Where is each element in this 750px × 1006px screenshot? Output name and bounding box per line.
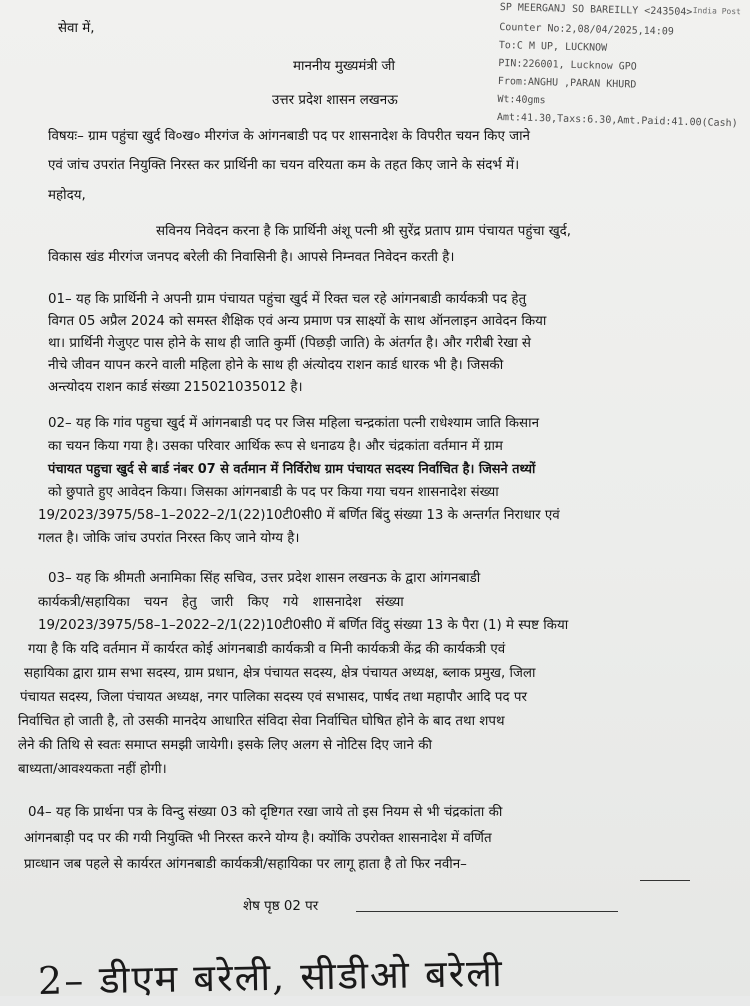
continuation-dash [640, 880, 690, 881]
addressee-office: उत्तर प्रदेश शासन लखनऊ [272, 93, 398, 108]
postal-receipt-stamp [497, 0, 750, 133]
continued-underline [356, 911, 618, 912]
para1-line-1: 01– यह कि प्रार्थिनी ने अपनी ग्राम पंचायत पहुंचा खुर्द में रिक्त चल रहे आंगनबाडी कार्यकत्री पद हेतु [48, 292, 527, 307]
para3-line-1: 03– यह कि श्रीमती अनामिका सिंह सचिव, उत्तर प्रदेश शासन लखनऊ के द्वारा आंगनबाडी [48, 571, 481, 586]
para3-line-6: पंचायत सदस्य, जिला पंचायत अध्यक्ष, नगर पालिका सदस्य एवं सभासद, पार्षद तथा महापौर आदि पद पर [20, 690, 527, 705]
para2-line-5: 19/2023/3975/58–1–2022–2/1(22)10टी0सी0 में बर्णित बिंदु संख्या 13 के अन्तर्गत निराधार एवं [38, 508, 560, 523]
stamp-line-6: Wt:40gms [497, 93, 546, 107]
para3-line-5: सहायिका द्वारा ग्राम सभा सदस्य, ग्राम प्रधान, क्षेत्र पंचायत सदस्य, क्षेत्र पंचायत अध्यक्ष, ब्लाक प्रमुख, जिला [24, 666, 536, 681]
para3-line-9: बाध्यता/आवश्यकता नहीं होगी। [18, 762, 167, 777]
para2-line-2: का चयन किया गया है। उसका परिवार आर्थिक रूप से धनाढय है। और चंद्रकांता वर्तमान में ग्राम [48, 439, 503, 454]
para4-line-2: आंगनबाड़ी पद पर की गयी नियुक्ति भी निरस्त करने योग्य है। क्योंकि उपरोक्त शासनादेश में वर्णित [24, 831, 492, 846]
para3-line-3: 19/2023/3975/58–1–2022–2/1(22)10टी0सी0 में बर्णित विंदु संख्या 13 के पैरा (1) मे स्पष्ट किया [38, 618, 569, 633]
para2-line-1: 02– यह कि गांव पहुचा खुर्द में आंगनबाडी पद पर जिस महिला चन्द्रकांता पत्नी राधेश्याम जाति किसान [48, 416, 540, 431]
para3-line-4: गया है कि यदि वर्तमान में कार्यरत कोई आंगनबाडी कार्यकत्री व मिनी कार्यकत्री केंद्र की कार्यकत्री एवं [28, 642, 506, 657]
para1-line-3: था। प्रार्थिनी गेजुएट पास होने के साथ ही जाति कुर्मी (पिछड़ी जाति) के अंतर्गत है। और गरीबी रेखा से [48, 336, 531, 351]
para2-line-6: गलत है। जोकि जांच उपरांत निरस्त किए जाने योग्य है। [38, 531, 300, 546]
continued-note: शेष पृष्ठ 02 पर [243, 899, 319, 914]
india-post-logo-text: India Post [692, 6, 742, 17]
para4-line-3: प्राव्धान जब पहले से कार्यरत आंगनबाडी कार्यकत्री/सहायिका पर लागू हाता है तो फिर नवीन– [24, 857, 467, 872]
subject-line-1: विषयः– ग्राम पहुंचा खुर्द वि०ख० मीरगंज के आंगनबाडी पद पर शासनादेश के विपरीत चयन किए जाने [48, 129, 530, 144]
addressee-name: माननीय मुख्यमंत्री जी [293, 59, 395, 74]
stamp-line-5: From:ANGHU ,PARAN KHURD [497, 75, 637, 91]
para2-line-4: को छुपाते हुए आवेदन किया। जिसका आंगनबाडी के पद पर किया गया चयन शासनादेश संख्या [48, 485, 499, 500]
para1-line-2: विगत 05 अप्रैल 2024 को समस्त शैक्षिक एवं अन्य प्रमाण पत्र साक्ष्यों के साथ ऑनलाइन आवेदन किया [48, 314, 547, 329]
stamp-line-3: To:C M UP, LUCKNOW [498, 39, 608, 54]
stamp-line-4: PIN:226001, Lucknow GPO [498, 57, 637, 73]
handwritten-note: 2– डीएम बरेली, सीडीओ बरेली [37, 950, 505, 1004]
intro-line-1: सविनय निवेदन करना है कि प्रार्थिनी अंशू पत्नी श्री सुरेंद्र प्रताप ग्राम पंचायत पहुंचा खुर्द, [156, 224, 572, 239]
subject-line-2: एवं जांच उपरांत नियुक्ति निरस्त कर प्रार्थिनी का चयन वरियता कम के तहत किए जाने के संदर्भ में। [48, 158, 520, 173]
stamp-line-1: SP MEERGANJ SO BAREILLY <243504> [499, 1, 693, 19]
para1-line-5: अन्त्योदय राशन कार्ड संख्या 215021035012 है। [48, 380, 303, 395]
para1-line-4: नीचे जीवन यापन करने वाली महिला होने के साथ ही अंत्योदय राशन कार्ड धारक भी है। जिसकी [48, 358, 504, 373]
stamp-line-7: Amt:41.30,Taxs:6.30,Amt.Paid:41.00(Cash) [496, 111, 738, 130]
salutation-to: सेवा में, [58, 21, 95, 36]
greeting: महोदय, [48, 188, 86, 203]
intro-line-2: विकास खंड मीरगंज जनपद बरेली की निवासिनी है। आपसे निम्नवत निवेदन करती है। [48, 250, 455, 265]
para3-line-2: कार्यकत्री/सहायिका चयन हेतु जारी किए गये शासनादेश संख्या [38, 595, 404, 610]
para3-line-8: लेने की तिथि से स्वतः समाप्त समझी जायेगी। इसके लिए अलग से नोटिस दिए जाने की [18, 738, 432, 753]
para4-line-1: 04– यह कि प्रार्थना पत्र के विन्दु संख्या 03 को दृष्टिगत रखा जाये तो इस नियम से भी चंद्रकांता की [28, 805, 503, 820]
para2-line-3: पंचायत पहुचा खुर्द से बार्ड नंबर 07 से वर्तमान में निर्विरोध ग्राम पंचायत सदस्य निर्वाचित है। जिसने तथ्यों [48, 462, 536, 477]
para3-line-7: निर्वाचित हो जाती है, तो उसकी मानदेय आधारित संविदा सेवा निर्वाचित घोषित होने के बाद तथा शपथ [18, 714, 505, 729]
stamp-line-2: Counter No:2,08/04/2025,14:09 [499, 21, 674, 38]
